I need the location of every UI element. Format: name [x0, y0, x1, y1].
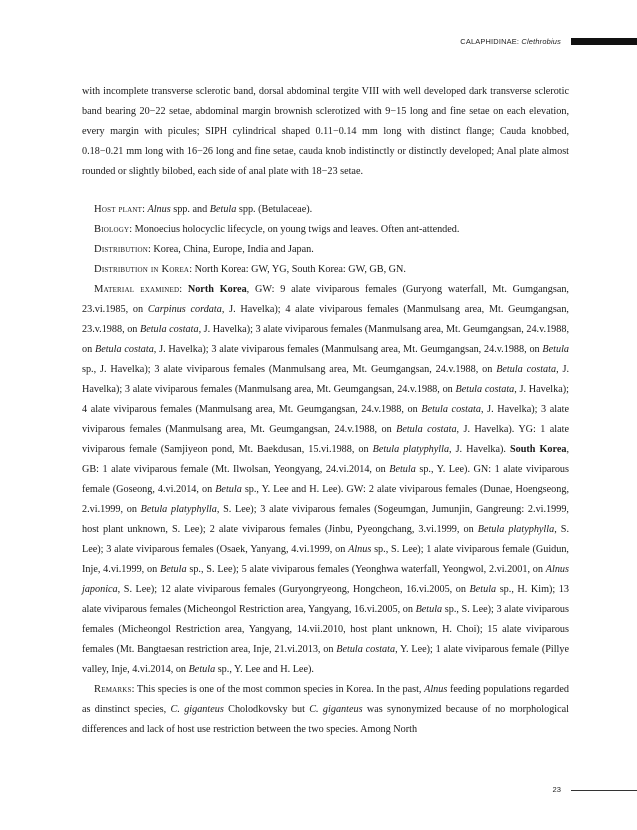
plant-name: Betula [188, 664, 216, 675]
distribution-label: Distribution [94, 244, 148, 255]
plant-name: Betula costata [139, 324, 199, 335]
plant-name: Alnus japonica [82, 564, 569, 595]
text-run: sp., S. Lee); 5 alate viviparous females (Yeonghwa waterfall, Yeongwol, 2.vi.2001, on [186, 564, 546, 575]
host-plant-label: Host plant [94, 204, 143, 215]
text-run: sp., S. Lee); 1 alate viviparous female (Guidun, Inje, 4.vi.1999, on [82, 544, 569, 575]
main-text [82, 82, 569, 740]
text-run: , J. Havelka). [449, 444, 510, 455]
text-run: sp., Y. Lee and H. Lee). GW: 2 alate viviparous females (Dunae, Hoengseong, 2.vi.1999, on [82, 484, 569, 515]
distribution-korea-label: Distribution in Korea [94, 264, 190, 275]
text-run: , GW: 9 alate viviparous females (Guryong waterfall, Mt. Gumgangsan, 23.vi.1985, on [82, 284, 569, 315]
material-examined-label: Material examined [94, 284, 180, 295]
genus-name: Alnus [424, 684, 448, 695]
text-run: Cholodkovsky but [223, 704, 310, 715]
plant-name: Betula [159, 564, 187, 575]
biology-label: Biology [94, 224, 130, 235]
host-plant-paragraph: Host plant: Alnus spp. and Betula spp. (Betulaceae). [94, 204, 313, 215]
plant-name: Betula costata [455, 384, 515, 395]
text-run: , J. Havelka). YG: 1 alate viviparous female (Samjiyeon pond, Mt. Baekdusan, 15.vi.1988, on [82, 424, 569, 455]
footer-rule [571, 790, 637, 791]
running-header [0, 36, 637, 48]
text-run: , J. Havelka); 3 alate viviparous females (Manmulsang area, Mt. Geumgangsan, 24.v.1988, on [82, 404, 569, 435]
plant-name: Betula [389, 464, 416, 475]
text-run: feeding populations regarded as dinstinct species, [82, 684, 569, 715]
text-run: , S. Lee); 12 alate viviparous females (Guryongryeong, Hongcheon, 16.vi.2005, on [117, 584, 470, 595]
region-north-korea: North Korea [187, 284, 247, 295]
text-run: sp., Y. Lee). GN: 1 alate viviparous female (Goseong, 4.vi.2014, on [82, 464, 569, 495]
genus-name: Betula [209, 204, 237, 215]
text-run: , J. Havelka); 3 alate viviparous females (Manmulsang area, Mt. Geumgangsan, 24.v.1988, on [153, 344, 543, 355]
plant-name: Betula costata [94, 344, 154, 355]
plant-name: Betula costata [396, 424, 457, 435]
distribution-paragraph [82, 240, 569, 260]
species-name: C. giganteus [309, 704, 363, 715]
distribution-korea-paragraph [82, 260, 569, 280]
header-subfamily: CALAPHIDINAE: [460, 37, 522, 46]
text-run: , S. Lee); 3 alate viviparous females (Sogeumgan, Jumunjin, Gangreung: 2.vi.1999, host plant unknown, S. Lee); 2 alate viviparous females (Jinbu, Pyeongchang, 3.vi.1999, on [82, 504, 569, 535]
text-run: : Monoecius holocyclic lifecycle, on young twigs and leaves. Often ant-attended. [129, 224, 460, 235]
text-run: spp. and [170, 204, 210, 215]
remarks-paragraph [82, 680, 569, 740]
text-run: , S. Lee); 3 alate viviparous females (Osaek, Yanyang, 4.vi.1999, on [82, 524, 569, 555]
biology-paragraph [82, 220, 569, 240]
text-run: : North Korea: GW, YG, South Korea: GW, GB, GN. [189, 264, 406, 275]
text-run: : This species is one of the most common species in Korea. In the past, [131, 684, 425, 695]
plant-name: Carpinus cordata [147, 304, 222, 315]
plant-name: Betula [469, 584, 497, 595]
plant-name: Betula costata [496, 364, 557, 375]
plant-name: Betula [542, 344, 570, 355]
plant-name: Alnus [348, 544, 372, 555]
plant-name: Betula costata [421, 404, 481, 415]
text-run: sp., H. Kim); 13 alate viviparous females (Micheongol Restriction area, Yangyang, 16.vi.2005, on [82, 584, 569, 615]
text-run: , J. Havelka); 4 alate viviparous females (Manmulsang area, Mt. Geumgangsan, 24.v.1988, on [82, 384, 569, 415]
region-south-korea: South Korea [509, 444, 567, 455]
page-number: 23 [552, 785, 561, 794]
plant-name: Betula platyphylla [140, 504, 217, 515]
text-run: , GB: 1 alate viviparous female (Mt. Ilwolsan, Yeongyang, 24.vi.2014, on [82, 444, 569, 475]
plant-name: Betula costata [336, 644, 396, 655]
text-run: , J. Havelka); 4 alate viviparous females (Manmulsang area, Mt. Geumgangsan, 23.v.1988, on [82, 304, 569, 335]
text-run: , Y. Lee); 1 alate viviparous female (Pillye valley, Inje, 4.vi.2014, on [82, 644, 569, 675]
genus-name: Alnus [147, 204, 171, 215]
text-run: , J. Havelka); 3 alate viviparous females (Manmulsang area, Mt. Geumgangsan, 24.v.1988, on [82, 364, 569, 395]
text-run: : [179, 284, 188, 295]
text-run: , J. Havelka); 3 alate viviparous females (Manmulsang area, Mt. Geumgangsan, 24.v.1988, on [82, 324, 570, 355]
plant-name: Betula platyphylla [477, 524, 555, 535]
plant-name: Betula [415, 604, 443, 615]
text-run: spp. (Betulaceae). [236, 204, 313, 215]
plant-name: Betula platyphylla [372, 444, 450, 455]
running-header-title [460, 36, 561, 48]
description-paragraph: with incomplete transverse sclerotic band, dorsal abdominal tergite VIII with well developed dark transverse sclerotic band bearing 20−22 setae, abdominal margin brownish sclerotized with 9−15 long and fine setae on each elevation, every margin with picules; SIPH cylindrical shaped 0.11−0.14 mm long with distinct flange; Cauda knobbed, 0.18−0.21 mm long with 16−26 long and fine setae, cauda knob indistinctly or distinctly developed; Anal plate almost rounded or slightly bilobed, each side of anal plate with 18−23 setae. [82, 86, 569, 177]
header-genus: Clethrobius [521, 37, 561, 46]
header-bar [571, 38, 637, 45]
text-run: sp., J. Havelka); 3 alate viviparous females (Manmulsang area, Mt. Geumgangsan, 24.v.1988, on [82, 364, 497, 375]
species-name: C. giganteus [170, 704, 224, 715]
text-run: was synonymized because of no morphological differences and lack of host use restriction between the two species. Among North [82, 704, 570, 735]
remarks-label: Remarks [94, 684, 132, 695]
material-examined-paragraph [82, 280, 569, 680]
plant-name: Betula [215, 484, 242, 495]
text-run: : Korea, China, Europe, India and Japan. [148, 244, 314, 255]
text-run: sp., S. Lee); 3 alate viviparous females (Micheongol Restriction area, Yangyang, 14.vii.2010, host plant unknown, H. Choi); 15 alate viviparous females (Mt. Bangtaesan restriction area, Inje, 21.vi.2013, on [82, 604, 569, 655]
text-run: sp., Y. Lee and H. Lee). [215, 664, 314, 675]
